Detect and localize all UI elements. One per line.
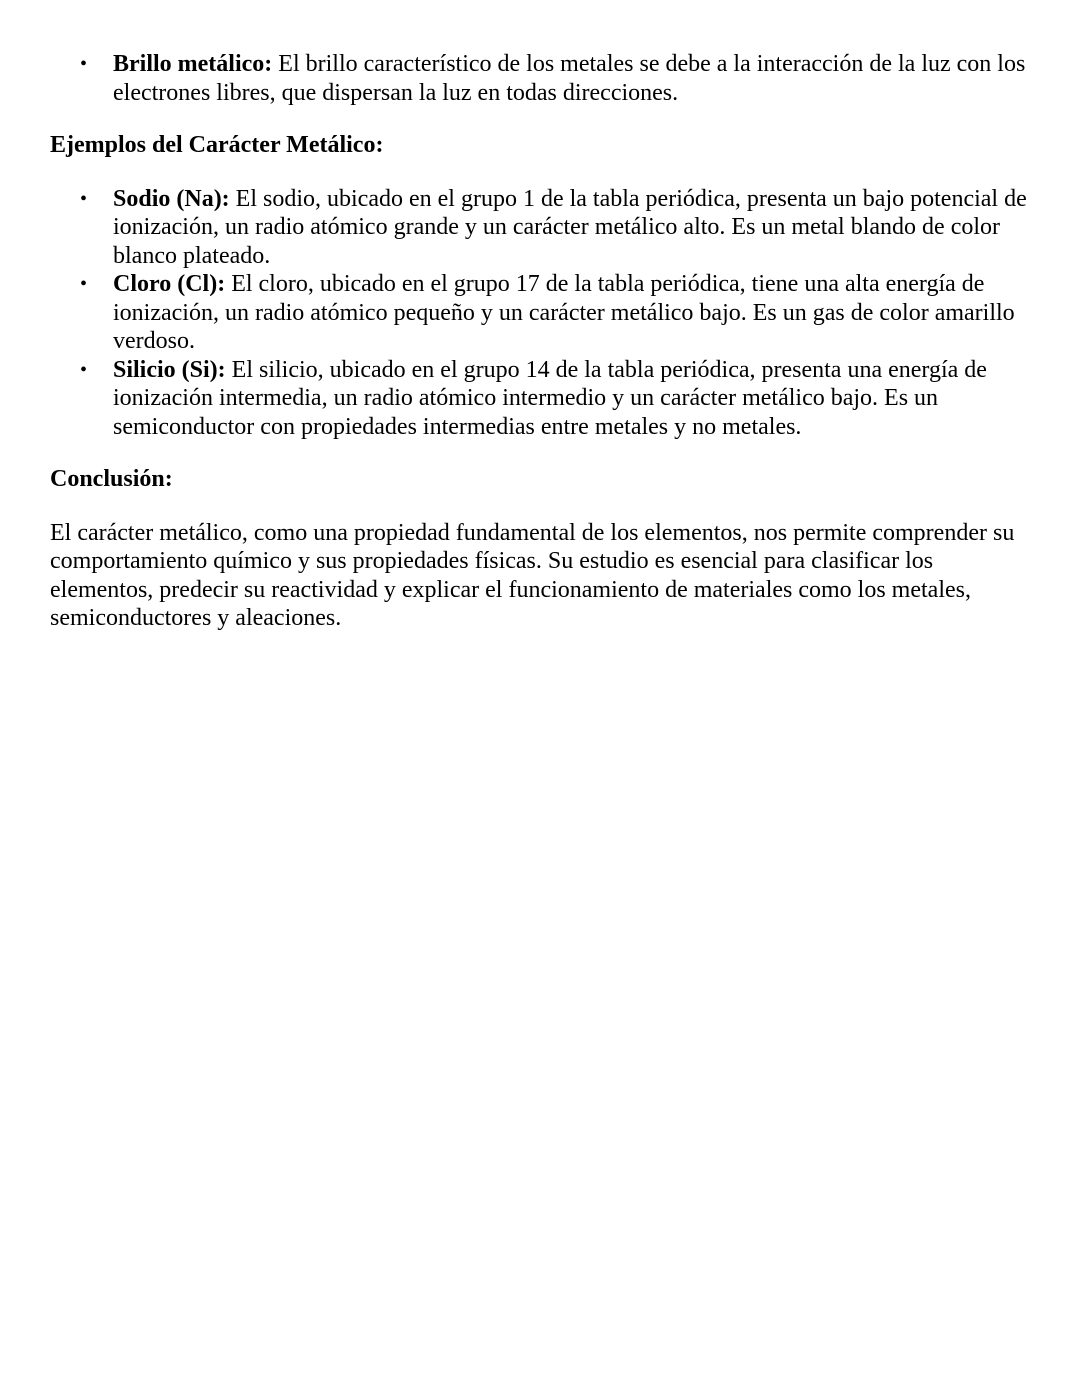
- bullet-icon: •: [80, 273, 88, 295]
- list-item: [50, 356, 1030, 442]
- section-heading-examples: Ejemplos del Carácter Metálico:: [50, 132, 384, 158]
- list-item-text: El cloro, ubicado en el grupo 17 de la tabla periódica, tiene una alta energía de ionización, un radio atómico pequeño y un carácter metálico bajo. Es un gas de color amarillo verdoso.: [113, 271, 1015, 354]
- list-item-term: Brillo metálico:: [113, 51, 273, 77]
- list-item-term: Silicio (Si):: [113, 356, 226, 383]
- conclusion-paragraph: El carácter metálico, como una propiedad fundamental de los elementos, nos permite comprender su comportamiento químico y sus propiedades físicas. Su estudio es esencial para clasificar los elementos, predecir su reactividad y explicar el funcionamiento de materiales como los metales, semiconductores y aleaciones.: [50, 519, 1015, 631]
- list-item-term: Sodio (Na):: [113, 185, 230, 212]
- list-item: [50, 50, 1030, 107]
- bullet-icon: •: [80, 358, 88, 381]
- section-heading-conclusion: Conclusión:: [50, 466, 173, 492]
- list-item-text: El silicio, ubicado en el grupo 14 de la tabla periódica, presenta una energía de ionización intermedia, un radio atómico intermedio y un carácter metálico bajo. Es un semiconductor con propiedades intermedias entre metales y no metales.: [113, 356, 987, 440]
- list-item: [50, 185, 1030, 271]
- list-item-text: El sodio, ubicado en el grupo 1 de la tabla periódica, presenta un bajo potencial de ionización, un radio atómico grande y un carácter metálico alto. Es un metal blando de color blanco plateado.: [113, 185, 1027, 269]
- list-item-text: El brillo característico de los metales se debe a la interacción de la luz con los electrones libres, que dispersan la luz en todas direcciones.: [113, 51, 1026, 106]
- document-page: [50, 50, 1030, 633]
- examples-list: [50, 185, 1030, 442]
- list-item: [50, 270, 1030, 356]
- bullet-icon: •: [80, 53, 88, 75]
- list-item-term: Cloro (Cl):: [113, 271, 226, 297]
- bullet-icon: •: [80, 187, 88, 210]
- properties-list: [50, 50, 1030, 107]
